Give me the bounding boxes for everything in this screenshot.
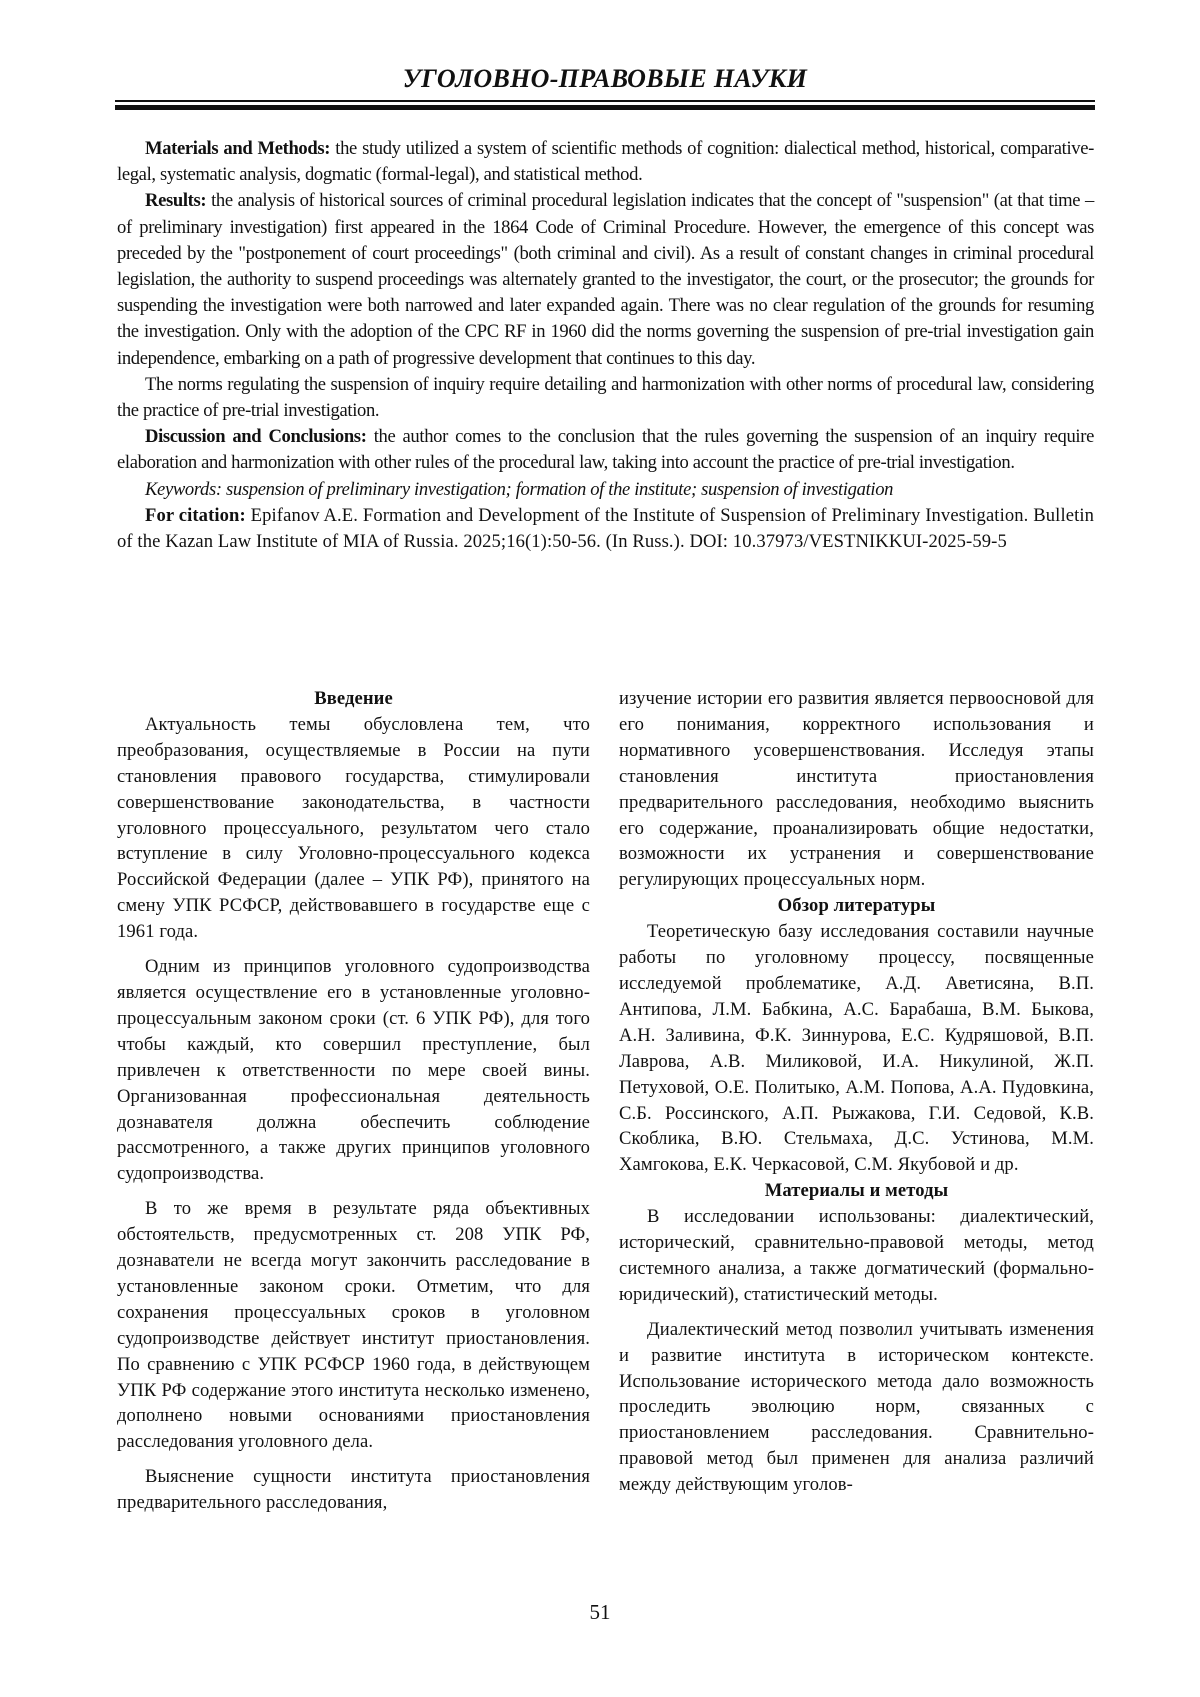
materials-methods-label: Materials and Methods: (145, 138, 331, 159)
page-number: 51 (589, 1600, 611, 1624)
header-rule-thick (115, 105, 1095, 110)
section-heading-introduction: Введение (314, 688, 393, 709)
citation-text: Epifanov A.E. Formation and Development of the Institute of Suspension of Preliminary Investigation. Bulletin of the Kazan Law Institute of MIA of Russia. 2025;16(1):50-56. (In Russ.). DOI: 10.37973/VESTNIKKUI-2025-59-5 (117, 504, 1094, 553)
english-abstract (117, 136, 1094, 555)
paragraph: Выяснение сущности института приостановления предварительного расследования, (117, 1466, 590, 1514)
header-rule-thin (115, 100, 1095, 102)
right-column (619, 686, 1094, 1498)
paragraph: В то же время в результате ряда объективных обстоятельств, предусмотренных ст. 208 УПК РФ, дознаватели не всегда могут закончить расследование в установленные законом сроки. Отметим, что для сохранения процессуальных сроков в уголовном судопроизводстве действует институт приостановления. По сравнению с УПК РСФСР 1960 года, в действующем УПК РФ содержание этого института несколько изменено, дополнено новыми основаниями приостановления расследования уголовного дела. (117, 1198, 590, 1453)
citation-label: For citation: (145, 504, 246, 526)
materials-methods-text: the study utilized a system of scientific methods of cognition: dialectical method, historical, comparative-legal, systematic analysis, dogmatic (formal-legal), and statistical method. (117, 138, 1094, 186)
running-title: УГОЛОВНО-ПРАВОВЫЕ НАУКИ (402, 64, 808, 93)
paragraph: В исследовании использованы: диалектический, исторический, сравнительно-правовой методы, метод системного анализа, а также догматический (формально-юридический), статистический методы. (619, 1206, 1094, 1305)
paragraph-continued: изучение истории его развития является первоосновой для его понимания, корректного использования и нормативного усовершенствования. Исследуя этапы становления института приостановления предварительного расследования, необходимо выяснить его содержание, проанализировать общие недостатки, возможности их устранения и совершенствование регулирующих процессуальных норм. (619, 688, 1094, 891)
section-heading-literature-review: Обзор литературы (777, 895, 936, 917)
discussion-label: Discussion and Conclusions: (145, 426, 367, 448)
abstract-keywords: Keywords: suspension of preliminary investigation; formation of the institute; suspension of investigation (145, 478, 894, 500)
abstract-results (117, 188, 1094, 371)
paragraph: Теоретическую базу исследования составили научные работы по уголовному процессу, посвященные исследуемой проблематике, А.Д. Аветисяна, В.П. Антипова, Л.М. Бабкина, А.С. Барабаша, В.М. Быкова, А.Н. Заливина, Ф.К. Зиннурова, Е.С. Кудряшовой, В.П. Лаврова, А.В. Миликовой, И.А. Никулиной, Ж.П. Петуховой, О.Е. Политыко, А.М. Попова, А.А. Пудовкина, С.Б. Россинского, А.П. Рыжакова, Г.И. Седовой, К.В. Скоблика, В.Ю. Стельмаха, Д.С. Устинова, М.М. Хамгокова, Е.К. Черкасовой, С.М. Якубовой и др. (619, 921, 1094, 1176)
section-heading-materials-methods: Материалы и методы (764, 1180, 949, 1202)
running-header (115, 62, 1095, 110)
paragraph: Диалектический метод позволил учитывать изменения и развитие института в историческом контексте. Использование исторического метода дало возможность проследить эволюцию норм, связанных с приостановлением расследования. Сравнительно-правовой метод был применен для анализа различий между действующим уголов- (619, 1318, 1094, 1496)
results-label: Results: (145, 190, 207, 212)
abstract-results-continued: The norms regulating the suspension of inquiry require detailing and harmonization with other norms of procedural law, considering the practice of pre-trial investigation. (117, 373, 1094, 422)
left-column (117, 686, 590, 1516)
abstract-citation (117, 503, 1094, 555)
abstract-materials-methods (117, 136, 1094, 188)
discussion-text: the author comes to the conclusion that the rules governing the suspension of an inquiry require elaboration and harmonization with other rules of the procedural law, taking into account the practice of pre-trial investigation. (117, 426, 1094, 474)
results-text: the analysis of historical sources of criminal procedural legislation indicates that the concept of "suspension" (at that time – of preliminary investigation) first appeared in the 1864 Code of Criminal Procedure. However, the emergence of this concept was preceded by the "postponement of court proceedings" (both criminal and civil). As a result of constant changes in criminal procedural legislation, the authority to suspend proceedings was alternately granted to the investigator, the court, or the prosecutor; the grounds for suspending the investigation were both narrowed and later expanded again. There was no clear regulation of the grounds for resuming the investigation. Only with the adoption of the CPC RF in 1960 did the norms governing the suspension of pre-trial investigation gain independence, embarking on a path of progressive development that continues to this day. (117, 190, 1094, 369)
abstract-discussion (117, 424, 1094, 476)
paragraph: Одним из принципов уголовного судопроизводства является осуществление его в установленные уголовно-процессуальным законом сроки (ст. 6 УПК РФ), для того чтобы каждый, кто совершил преступление, был привлечен к ответственности по мере своей вины. Организованная профессиональная деятельность дознавателя должна обеспечить соблюдение рассмотренного, а также других принципов уголовного судопроизводства. (117, 956, 590, 1185)
paragraph: Актуальность темы обусловлена тем, что преобразования, осуществляемые в России на пути становления правового государства, стимулировали совершенствование законодательства, в частности уголовного процессуального, результатом чего стало вступление в силу Уголовно-процессуального кодекса Российской Федерации (далее – УПК РФ), принятого на смену УПК РСФСР, действовавшего в государстве еще с 1961 года. (117, 713, 590, 943)
